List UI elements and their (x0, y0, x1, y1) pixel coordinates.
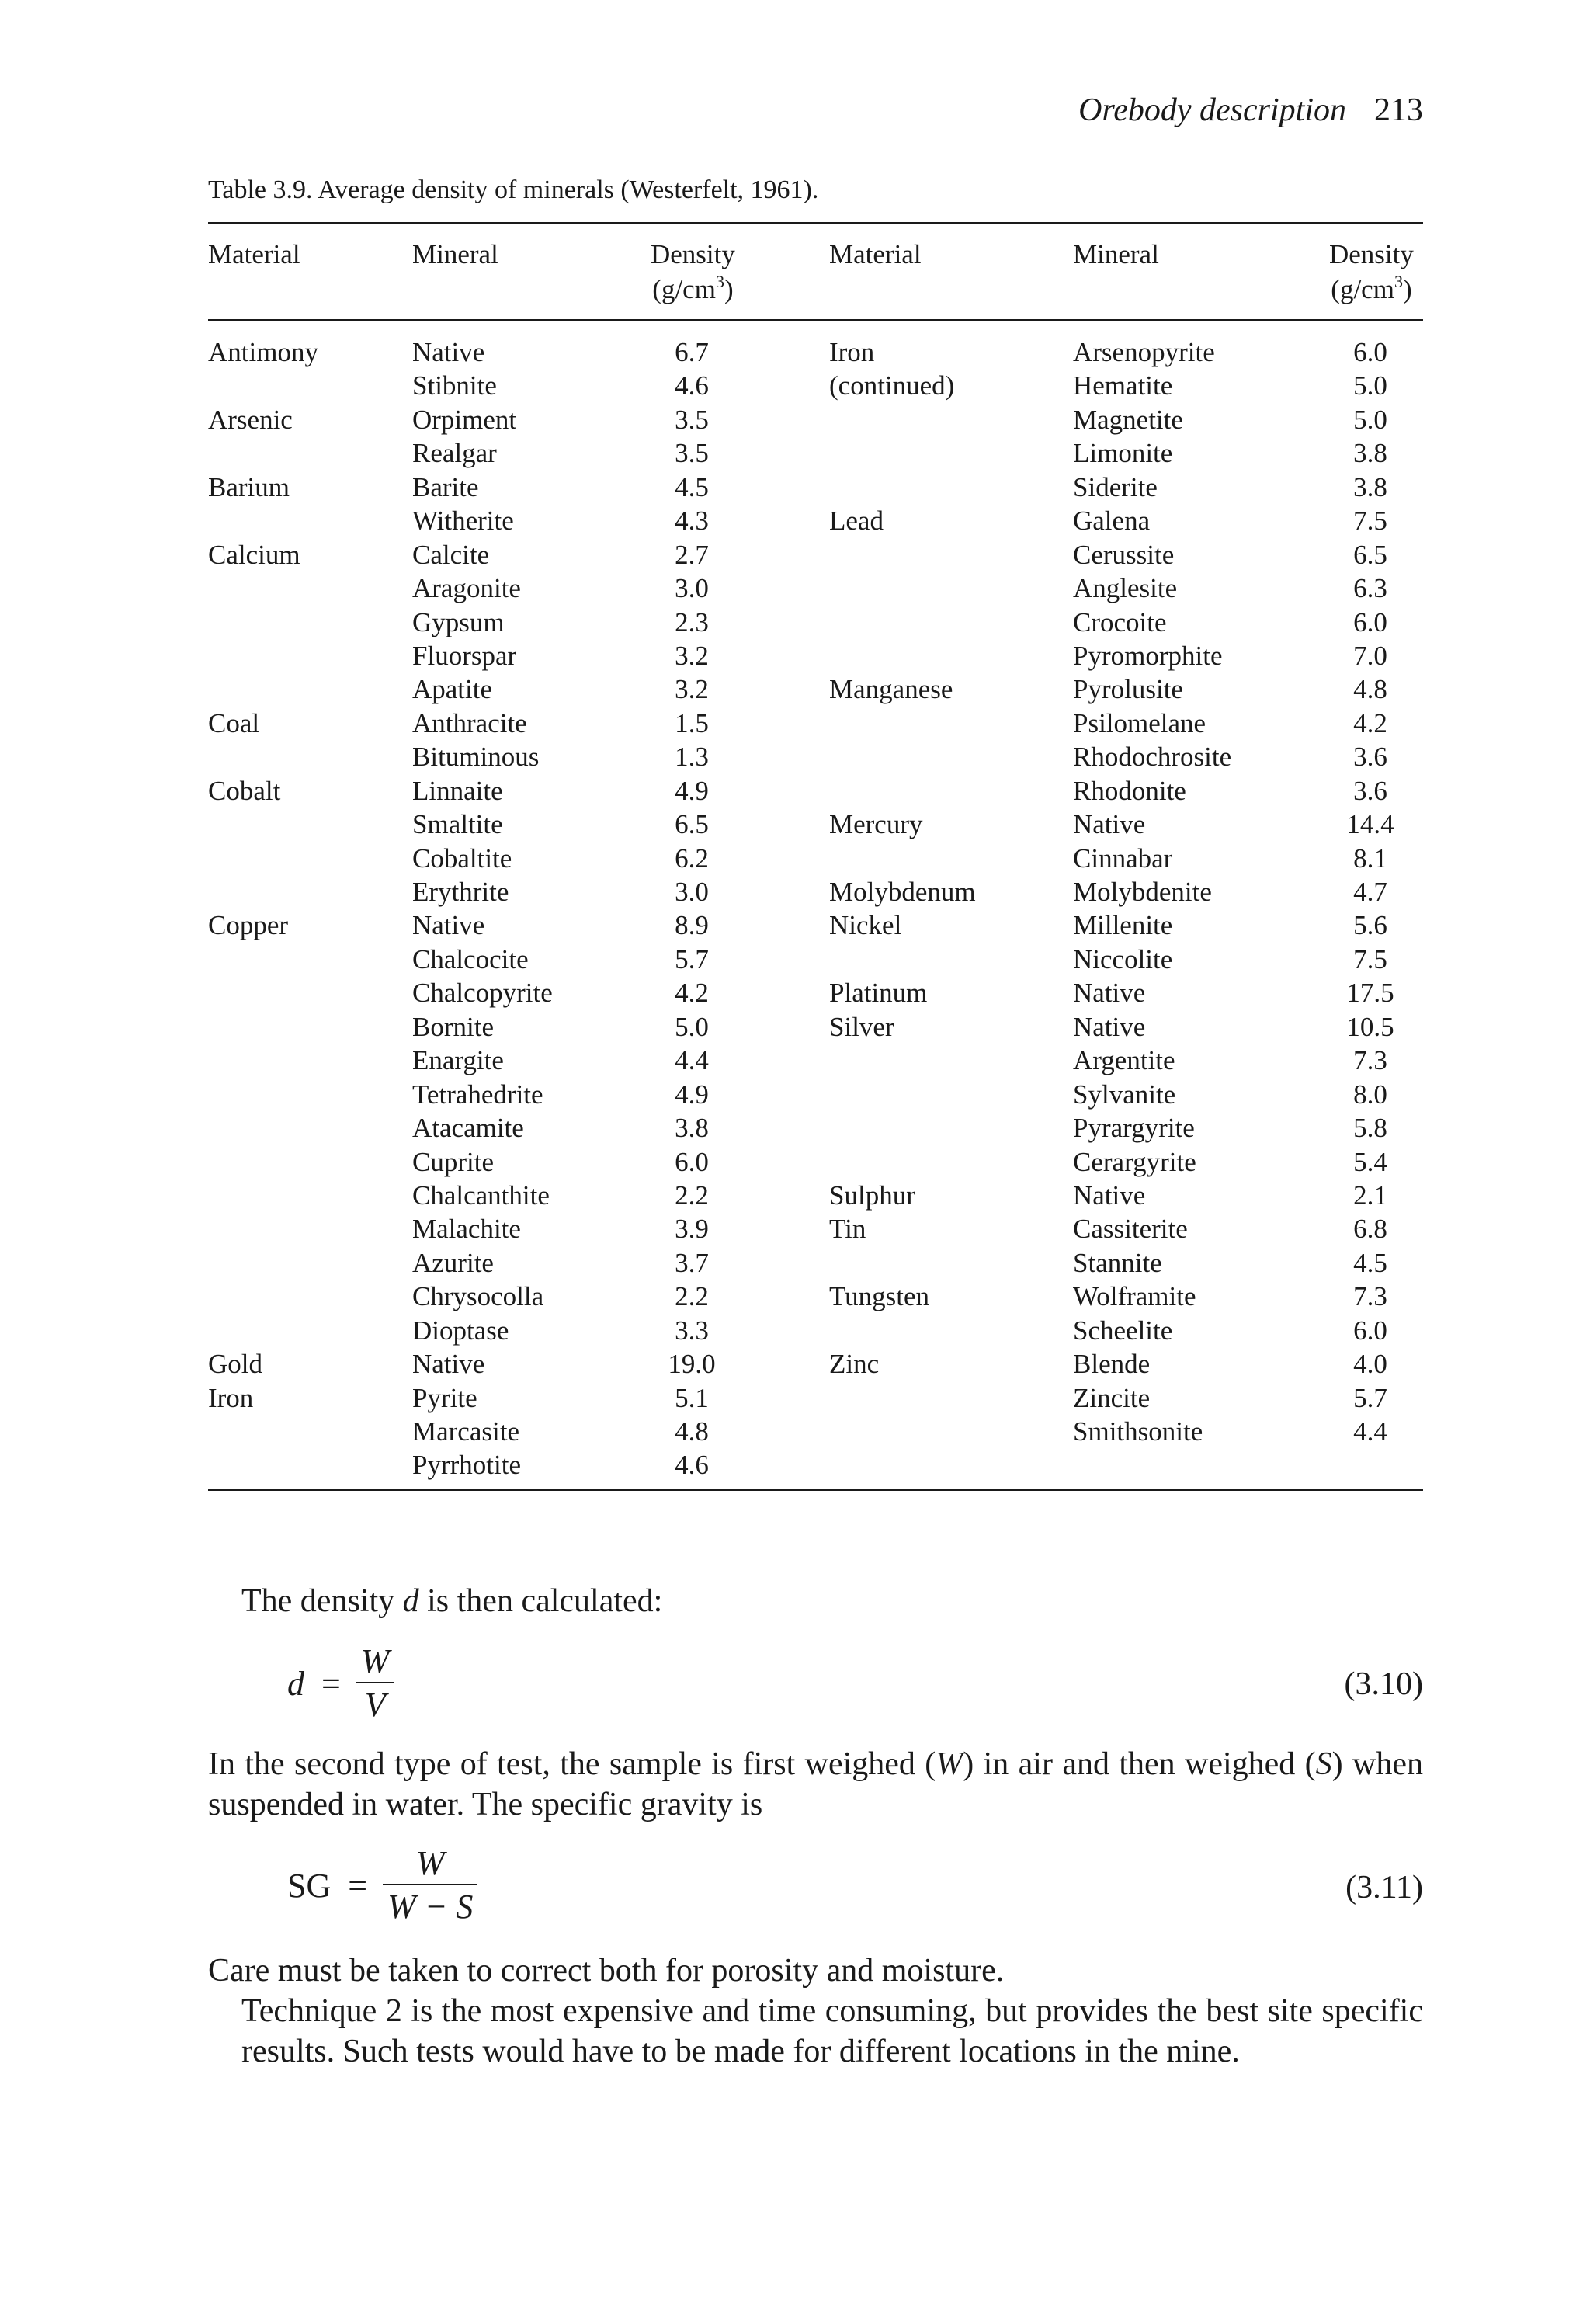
density-cell: 8.0 (1353, 1079, 1387, 1110)
material-cell: Silver (829, 1011, 894, 1042)
density-cell: 3.6 (1353, 742, 1387, 773)
density-cell: 4.2 (1353, 707, 1387, 738)
material-cell (208, 1010, 402, 1044)
material-cell: Molybdenum (829, 877, 976, 907)
mineral-cell: Smaltite (412, 809, 503, 840)
mineral-cell: Arsenopyrite (1073, 337, 1215, 367)
density-cell: 4.8 (1353, 674, 1387, 705)
mineral-cell: Native (412, 910, 485, 941)
mineral-cell: Smithsonite (1073, 1416, 1203, 1447)
table-header-rule (208, 319, 1423, 321)
mineral-cell: Chrysocolla (412, 1281, 544, 1312)
density-cell: 2.1 (1353, 1179, 1387, 1211)
density-cell: 3.2 (675, 674, 709, 705)
density-cell: 3.9 (675, 1214, 709, 1245)
material-cell (829, 1078, 1062, 1111)
density-cell: 1.5 (675, 707, 709, 738)
mineral-cell: Dioptase (412, 1315, 509, 1346)
material-cell (829, 1145, 1062, 1179)
left-mineral-column (412, 335, 645, 1482)
material-cell (829, 471, 1062, 504)
mineral-cell: Cinnabar (1073, 842, 1173, 874)
mineral-cell: Pyrolusite (1073, 674, 1183, 705)
mineral-cell: Malachite (412, 1214, 521, 1245)
material-cell (829, 403, 1062, 436)
material-cell: Gold (208, 1349, 262, 1380)
mineral-cell: Native (412, 337, 485, 367)
material-cell (208, 1145, 402, 1179)
mineral-cell: Scheelite (1073, 1315, 1173, 1346)
material-cell (829, 1415, 1062, 1448)
equation-3-11 (287, 1846, 477, 1924)
fraction-denominator: W − S (387, 1888, 474, 1926)
material-cell (208, 504, 402, 537)
mineral-cell: Galena (1073, 505, 1151, 537)
density-cell: 8.9 (675, 910, 709, 941)
material-cell (208, 1179, 402, 1212)
header-density-label: Density (651, 239, 735, 269)
paragraph-technique-2 (208, 1991, 1423, 2072)
mineral-cell: Magnetite (1073, 404, 1183, 435)
material-cell (829, 842, 1062, 875)
mineral-cell: Bituminous (412, 742, 540, 773)
mineral-cell: Sylvanite (1073, 1079, 1176, 1110)
mineral-cell: Fluorspar (412, 640, 517, 671)
density-cell: 4.8 (675, 1416, 709, 1447)
material-cell (829, 774, 1062, 808)
material-cell (208, 1415, 402, 1448)
equation-number: (3.11) (1345, 1870, 1423, 1905)
material-cell: Lead (829, 505, 884, 537)
density-cell: 4.9 (675, 775, 709, 806)
material-cell: Zinc (829, 1349, 880, 1380)
header-density-left (651, 237, 735, 307)
material-cell (829, 1246, 1062, 1280)
equation-lhs: d (287, 1664, 304, 1703)
density-cell: 8.1 (1353, 842, 1387, 874)
material-cell (829, 943, 1062, 976)
mineral-cell: Cerargyrite (1073, 1146, 1196, 1177)
density-cell: 4.4 (1353, 1416, 1387, 1447)
mineral-cell: Native (1073, 1011, 1146, 1042)
density-cell: 3.0 (675, 573, 709, 604)
material-cell (208, 740, 402, 773)
material-cell: Sulphur (829, 1179, 915, 1211)
density-cell: 3.7 (675, 1247, 709, 1278)
density-cell: 6.5 (1353, 539, 1387, 570)
material-cell (208, 436, 402, 470)
material-cell: (continued) (829, 370, 955, 401)
header-density-unit: $(g/cm^3)$ (1331, 272, 1412, 304)
mineral-cell: Argentite (1073, 1045, 1175, 1076)
material-cell: Cobalt (208, 775, 281, 806)
density-cell: 10.5 (1346, 1011, 1394, 1042)
material-cell: Copper (208, 910, 289, 941)
density-cell: 4.2 (675, 978, 709, 1009)
density-cell: 7.3 (1353, 1281, 1387, 1312)
mineral-cell: Anglesite (1073, 573, 1178, 604)
density-cell: 5.6 (1353, 910, 1387, 941)
mineral-cell: Barite (412, 471, 479, 502)
mineral-cell: Witherite (412, 505, 514, 537)
paragraph-care-note: Care must be taken to correct both for porosity and moisture. (208, 1953, 1005, 1989)
mineral-cell: Atacamite (412, 1113, 524, 1144)
material-cell (829, 436, 1062, 470)
density-cell: 3.8 (1353, 438, 1387, 469)
mineral-cell: Linnaite (412, 775, 503, 806)
right-material-column (829, 335, 1062, 1448)
density-cell: 3.3 (675, 1315, 709, 1346)
density-cell: 6.5 (675, 809, 709, 840)
density-cell: 7.3 (1353, 1045, 1387, 1076)
material-cell: Barium (208, 471, 290, 502)
equation-fraction (356, 1642, 394, 1724)
equation-number: (3.10) (1344, 1666, 1423, 1702)
paragraph-line: suspended in water. The specific gravity is (208, 1787, 763, 1822)
material-cell: Mercury (829, 809, 923, 840)
mineral-cell: Native (1073, 1179, 1146, 1211)
mineral-cell: Cobaltite (412, 842, 512, 874)
paragraph-density-intro: The density d is then calculated: (241, 1583, 663, 1619)
equation-3-10 (287, 1642, 394, 1724)
density-cell: 5.1 (675, 1382, 709, 1413)
density-cell: 6.0 (1353, 606, 1387, 637)
mineral-cell: Crocoite (1073, 606, 1167, 637)
density-cell: 3.5 (675, 404, 709, 435)
mineral-cell: Cerussite (1073, 539, 1175, 570)
density-cell: 5.7 (675, 943, 709, 974)
material-cell (829, 606, 1062, 639)
density-cell: 7.5 (1353, 943, 1387, 974)
equation-operator: = (321, 1664, 341, 1703)
material-cell (829, 1111, 1062, 1145)
density-cell: 6.3 (1353, 573, 1387, 604)
material-cell: Tin (829, 1214, 866, 1245)
mineral-cell: Cassiterite (1073, 1214, 1188, 1245)
material-cell (208, 1111, 402, 1145)
density-cell: 19.0 (668, 1349, 716, 1380)
density-cell: 3.2 (675, 640, 709, 671)
density-cell: 4.6 (675, 1450, 709, 1481)
material-cell: Manganese (829, 674, 953, 705)
paragraph-second-test (208, 1744, 1423, 1825)
header-density-unit: $(g/cm^3)$ (652, 272, 734, 304)
density-cell: 1.3 (675, 742, 709, 773)
material-cell (208, 369, 402, 402)
right-mineral-column (1073, 335, 1321, 1448)
material-cell: Coal (208, 707, 260, 738)
material-cell (208, 672, 402, 706)
mineral-cell: Chalcocite (412, 943, 529, 974)
mineral-cell: Zincite (1073, 1382, 1151, 1413)
paragraph-line: results. Such tests would have to be made for different locations in the mine. (241, 2034, 1240, 2069)
mineral-cell: Psilomelane (1073, 707, 1206, 738)
running-title: Orebody description (1078, 92, 1346, 128)
mineral-cell: Tetrahedrite (412, 1079, 543, 1110)
mineral-cell: Wolframite (1073, 1281, 1196, 1312)
density-cell: 3.6 (1353, 775, 1387, 806)
mineral-cell: Pyromorphite (1073, 640, 1223, 671)
material-cell: Platinum (829, 978, 928, 1009)
mineral-cell: Marcasite (412, 1416, 519, 1447)
material-cell: Iron (829, 337, 875, 367)
mineral-cell: Anthracite (412, 707, 527, 738)
material-cell (829, 571, 1062, 605)
material-cell (829, 1381, 1062, 1415)
mineral-cell: Calcite (412, 539, 490, 570)
paragraph-line: Technique 2 is the most expensive and time consuming, but provides the best site specific (241, 1993, 1423, 2029)
density-cell: 2.7 (675, 539, 709, 570)
material-cell (208, 875, 402, 908)
mineral-cell: Blende (1073, 1349, 1151, 1380)
material-cell (208, 808, 402, 841)
density-cell: 4.7 (1353, 877, 1387, 907)
density-cell: 2.3 (675, 606, 709, 637)
header-material-left: Material (208, 239, 300, 269)
density-cell: 4.3 (675, 505, 709, 537)
material-cell: Nickel (829, 910, 902, 941)
mineral-cell: Niccolite (1073, 943, 1173, 974)
equation-fraction (383, 1846, 477, 1924)
density-cell: 6.8 (1353, 1214, 1387, 1245)
equation-lhs: SG (287, 1866, 332, 1905)
material-cell (208, 1044, 402, 1077)
mineral-cell: Millenite (1073, 910, 1173, 941)
density-cell: 5.8 (1353, 1113, 1387, 1144)
mineral-cell: Native (412, 1349, 485, 1380)
density-cell: 3.0 (675, 877, 709, 907)
paragraph-line: In the second type of test, the sample is first weighed (W) in air and then weighed (S) when (208, 1746, 1423, 1782)
mineral-cell: Pyrite (412, 1382, 477, 1413)
mineral-cell: Orpiment (412, 404, 517, 435)
mineral-cell: Pyrrhotite (412, 1450, 521, 1481)
fraction-numerator: W (415, 1844, 445, 1882)
header-density-right (1329, 237, 1414, 307)
material-cell (208, 943, 402, 976)
density-cell: 2.2 (675, 1281, 709, 1312)
mineral-cell: Hematite (1073, 370, 1173, 401)
density-cell: 6.7 (675, 337, 709, 367)
mineral-cell: Enargite (412, 1045, 504, 1076)
material-cell (208, 842, 402, 875)
density-cell: 2.2 (675, 1179, 709, 1211)
mineral-cell: Limonite (1073, 438, 1173, 469)
fraction-denominator: V (364, 1686, 386, 1724)
material-cell: Arsenic (208, 404, 293, 435)
equation-operator: = (348, 1866, 368, 1905)
mineral-cell: Rhodonite (1073, 775, 1186, 806)
material-cell: Tungsten (829, 1281, 930, 1312)
table-bottom-rule (208, 1489, 1423, 1491)
mineral-cell: Chalcanthite (412, 1179, 550, 1211)
right-density-column (1329, 335, 1411, 1448)
density-cell: 3.8 (1353, 471, 1387, 502)
density-cell: 5.0 (1353, 404, 1387, 435)
material-cell (829, 740, 1062, 773)
left-density-column (651, 335, 733, 1482)
density-cell: 17.5 (1346, 978, 1394, 1009)
mineral-cell: Gypsum (412, 606, 505, 637)
density-cell: 3.8 (675, 1113, 709, 1144)
density-cell: 4.6 (675, 370, 709, 401)
fraction-numerator: W (360, 1642, 390, 1680)
mineral-cell: Rhodochrosite (1073, 742, 1232, 773)
density-cell: 4.0 (1353, 1349, 1387, 1380)
density-cell: 6.2 (675, 842, 709, 874)
material-cell (829, 707, 1062, 740)
material-cell (829, 1314, 1062, 1347)
material-cell (829, 538, 1062, 571)
density-cell: 4.4 (675, 1045, 709, 1076)
mineral-cell: Erythrite (412, 877, 509, 907)
mineral-cell: Cuprite (412, 1146, 494, 1177)
material-cell (208, 606, 402, 639)
density-cell: 14.4 (1346, 809, 1394, 840)
mineral-cell: Bornite (412, 1011, 494, 1042)
table-top-rule (208, 222, 1423, 224)
density-cell: 6.0 (1353, 337, 1387, 367)
material-cell (208, 1314, 402, 1347)
left-material-column (208, 335, 402, 1482)
header-material-right: Material (829, 239, 922, 269)
material-cell (829, 1044, 1062, 1077)
density-cell: 5.0 (675, 1011, 709, 1042)
density-cell: 5.0 (1353, 370, 1387, 401)
density-cell: 4.5 (675, 471, 709, 502)
material-cell (208, 976, 402, 1009)
density-cell: 4.9 (675, 1079, 709, 1110)
material-cell (208, 1212, 402, 1245)
material-cell: Calcium (208, 539, 300, 570)
density-cell: 3.5 (675, 438, 709, 469)
density-cell: 5.7 (1353, 1382, 1387, 1413)
density-cell: 7.5 (1353, 505, 1387, 537)
header-mineral-right: Mineral (1073, 239, 1159, 269)
running-header (1078, 92, 1423, 129)
mineral-cell: Native (1073, 809, 1146, 840)
material-cell (829, 639, 1062, 672)
header-density-label: Density (1329, 239, 1414, 269)
mineral-cell: Stibnite (412, 370, 497, 401)
mineral-cell: Apatite (412, 674, 493, 705)
mineral-cell: Chalcopyrite (412, 978, 553, 1009)
mineral-cell: Aragonite (412, 573, 521, 604)
header-mineral-left: Mineral (412, 239, 498, 269)
mineral-cell: Native (1073, 978, 1146, 1009)
material-cell (208, 1280, 402, 1313)
material-cell (208, 1078, 402, 1111)
page-number: 213 (1374, 92, 1423, 128)
density-cell: 6.0 (675, 1146, 709, 1177)
mineral-cell: Stannite (1073, 1247, 1162, 1278)
mineral-cell: Molybdenite (1073, 877, 1212, 907)
mineral-cell: Pyrargyrite (1073, 1113, 1195, 1144)
density-cell: 7.0 (1353, 640, 1387, 671)
density-cell: 5.4 (1353, 1146, 1387, 1177)
material-cell: Antimony (208, 337, 318, 367)
material-cell (208, 1448, 402, 1482)
mineral-cell: Siderite (1073, 471, 1158, 502)
density-cell: 4.5 (1353, 1247, 1387, 1278)
table-caption: Table 3.9. Average density of minerals (Westerfelt, 1961). (208, 175, 819, 204)
mineral-cell: Azurite (412, 1247, 494, 1278)
material-cell (208, 571, 402, 605)
material-cell (208, 1246, 402, 1280)
material-cell (208, 639, 402, 672)
density-cell: 6.0 (1353, 1315, 1387, 1346)
mineral-cell: Realgar (412, 438, 497, 469)
material-cell: Iron (208, 1382, 254, 1413)
